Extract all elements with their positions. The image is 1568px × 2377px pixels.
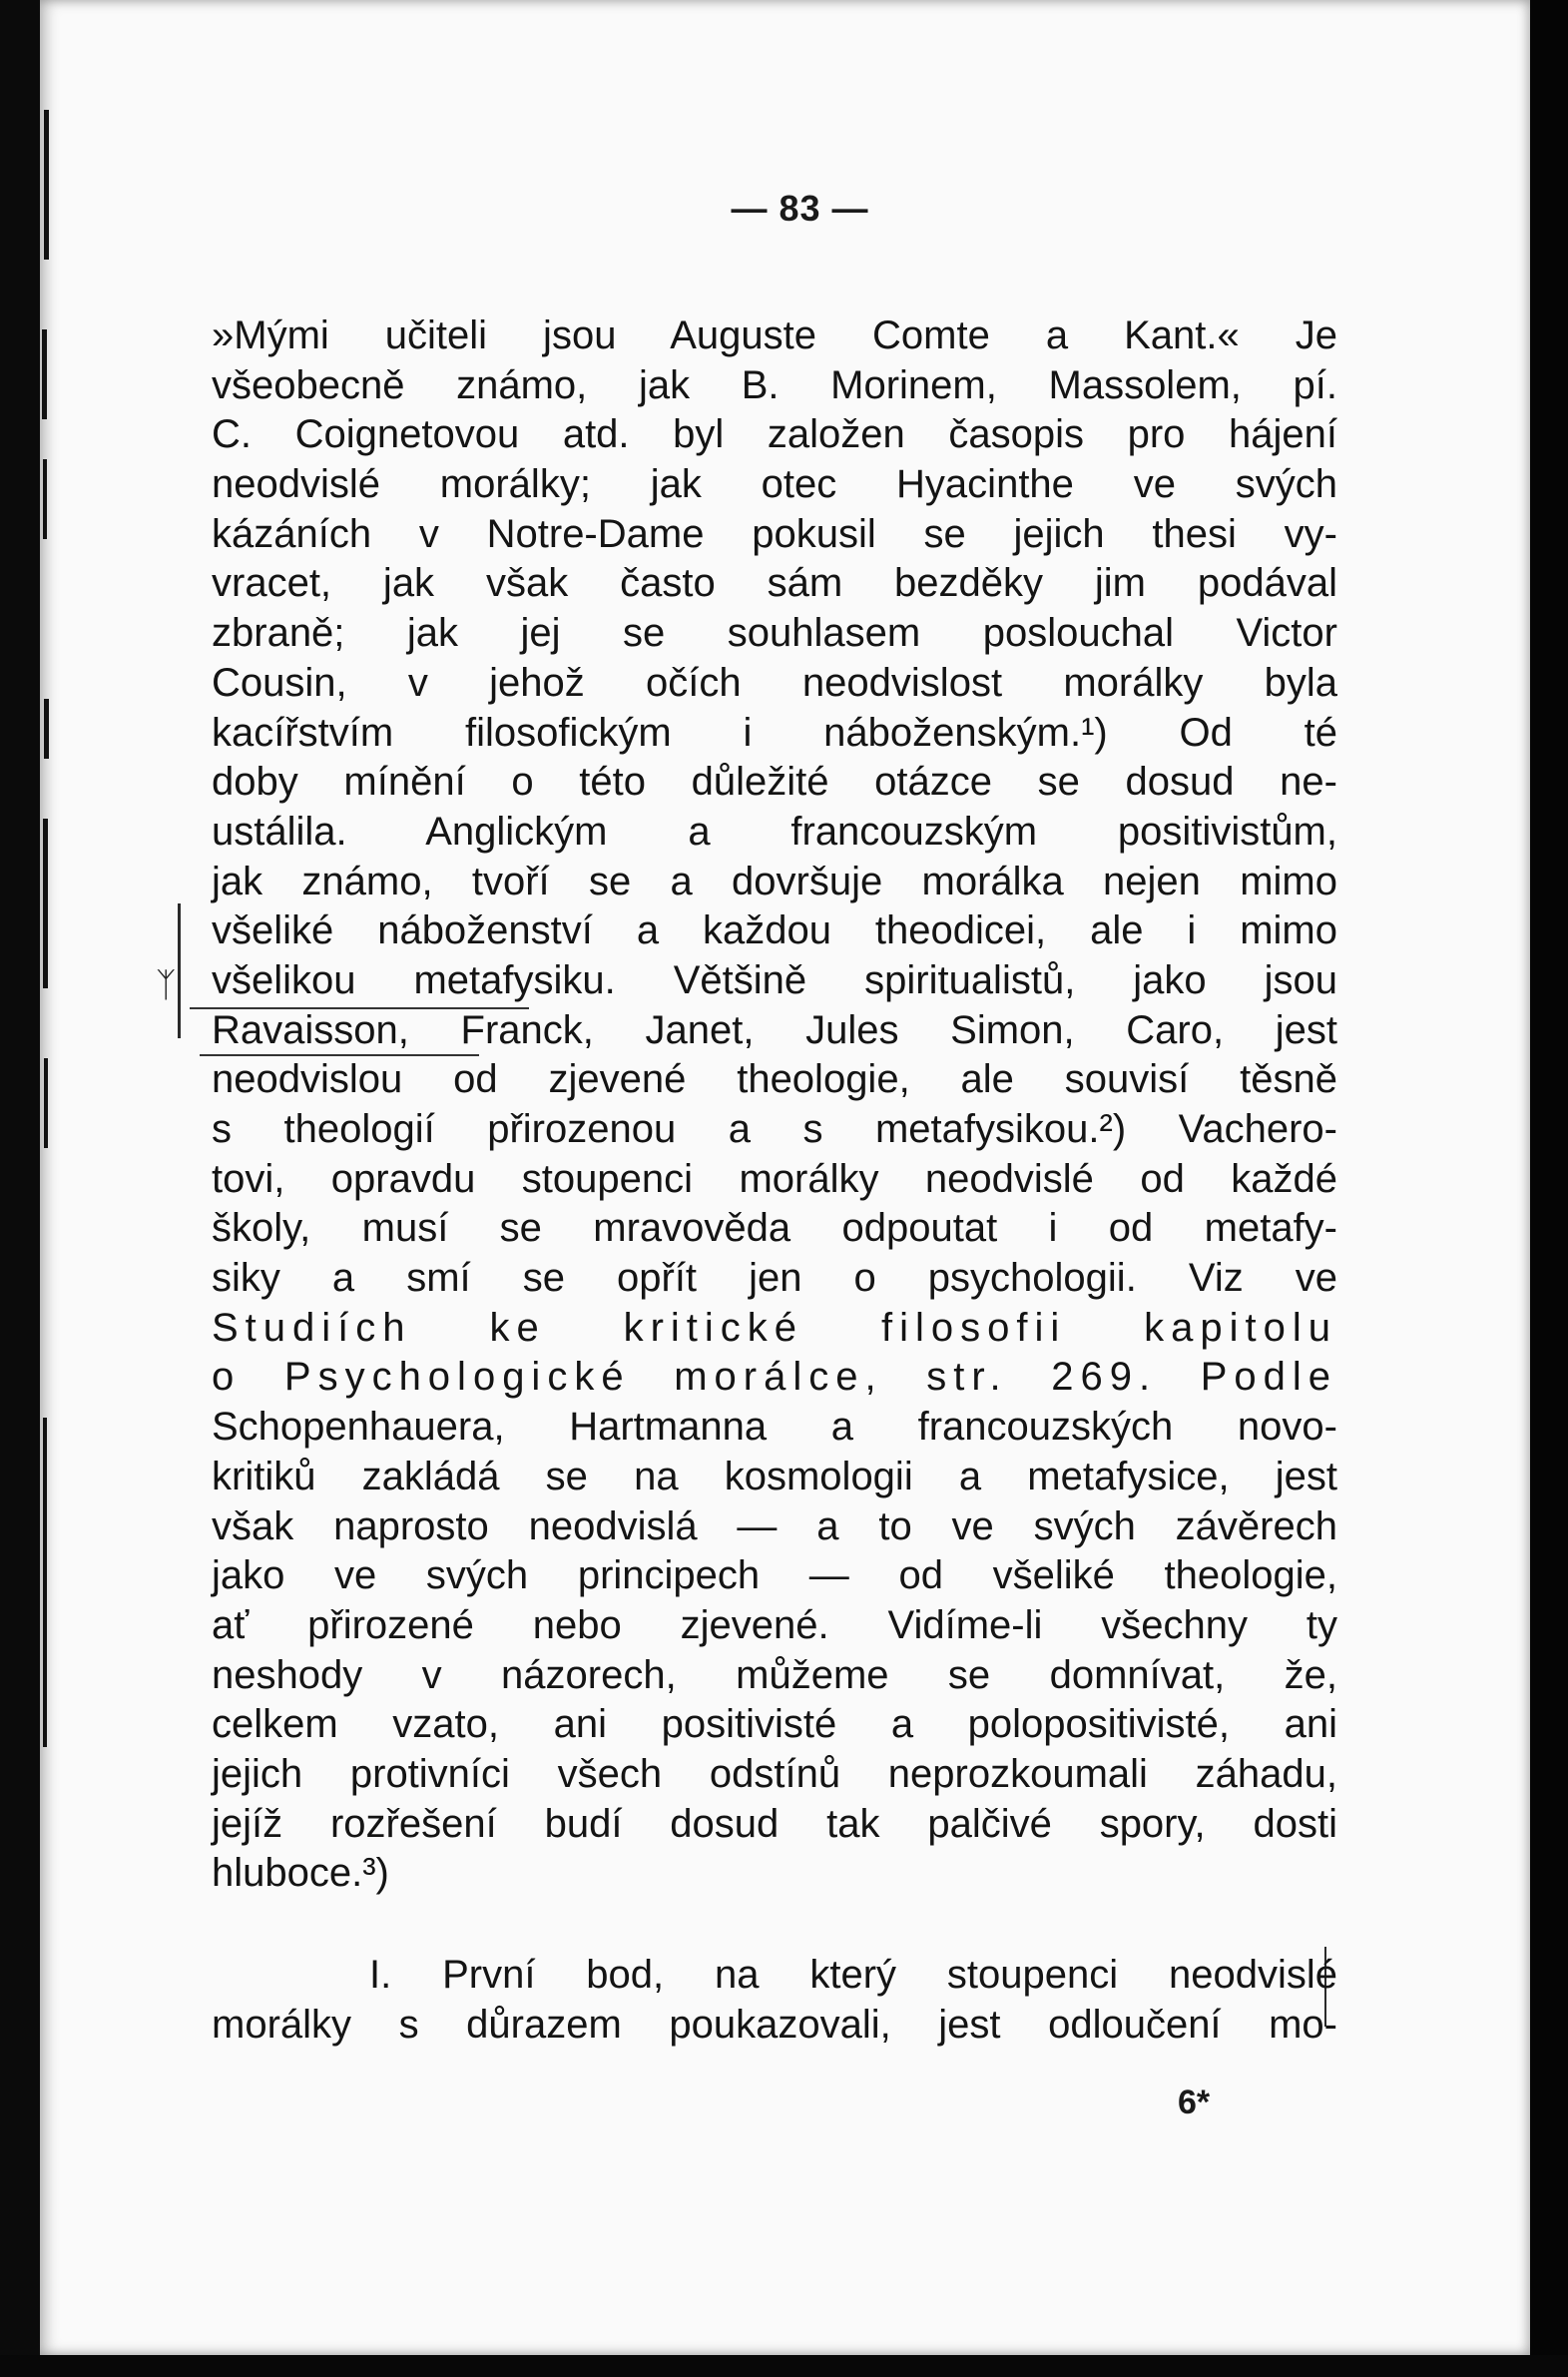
text-line: Schopenhauera, Hartmanna a francouzských novo- xyxy=(212,1405,1337,1450)
binding-mark xyxy=(44,1058,48,1148)
text-line: o Psychologické morálce, str. 269. Podle xyxy=(212,1355,1337,1400)
text-line: hluboce.³) xyxy=(212,1851,389,1896)
signature-mark: 6* xyxy=(1178,2083,1211,2121)
body-text xyxy=(212,311,1337,2050)
text-line: Cousin, v jehož očích neodvislost morálky byla xyxy=(212,660,1337,705)
text-line: zbraně; jak jej se souhlasem poslouchal Victor xyxy=(212,611,1337,656)
pencil-bracket xyxy=(178,903,181,1038)
text-line: vracet, jak však často sám bezděky jim podával xyxy=(212,561,1337,606)
binding-mark xyxy=(43,459,47,539)
binding-mark xyxy=(44,110,49,260)
text-line: I. První bod, na který stoupenci neodvislé xyxy=(369,1953,1337,1997)
scan-border-right xyxy=(1530,0,1568,2377)
page-number: — 83 — xyxy=(731,188,869,229)
paragraph-gap xyxy=(212,1899,1337,1951)
book-page xyxy=(40,0,1530,2355)
text-line: doby mínění o této důležité otázce se dosud ne- xyxy=(212,760,1337,805)
binding-mark xyxy=(44,699,49,759)
text-line: všelikou metafysiku. Většině spiritualistů, jako jsou xyxy=(212,957,1337,1002)
text-line: neodvislou od zjevené theologie, ale souvisí těsně xyxy=(212,1057,1337,1102)
text-line: jako ve svých principech — od všeliké theologie, xyxy=(212,1553,1337,1598)
text-line: neshody v názorech, můžeme se domnívat, že, xyxy=(212,1652,1337,1697)
text-line: kázáních v Notre-Dame pokusil se jejich thesi vy- xyxy=(212,511,1337,556)
binding-mark xyxy=(43,819,48,988)
text-line: neodvislé morálky; jak otec Hyacinthe ve svých xyxy=(212,462,1337,507)
text-line: ustálila. Anglickým a francouzským positivistům, xyxy=(212,809,1337,854)
binding-mark xyxy=(42,329,47,419)
text-line: kritiků zakládá se na kosmologii a metafysice, jest xyxy=(212,1454,1337,1498)
text-line: jejíž rozřešení budí dosud tak palčivé spory, dosti xyxy=(212,1801,1337,1846)
text-line: jak známo, tvoří se a dovršuje morálka nejen mimo xyxy=(212,859,1337,903)
text-line: ať přirozené nebo zjevené. Vidíme-li všechny ty xyxy=(212,1602,1337,1647)
text-line: Ravaisson, Franck, Janet, Jules Simon, Caro, jest xyxy=(212,1007,1337,1052)
text-line: kacířstvím filosofickým i náboženským.¹) Od té xyxy=(212,710,1337,755)
text-line: C. Coignetovou atd. byl založen časopis pro hájení xyxy=(212,412,1337,457)
text-line: Studiích ke kritické filosofii kapitolu xyxy=(212,1305,1337,1350)
binding-mark xyxy=(43,1418,47,1747)
scan-border-bottom xyxy=(0,2355,1568,2377)
text-line: tovi, opravdu stoupenci morálky neodvislé od každé xyxy=(212,1156,1337,1201)
text-line: siky a smí se opřít jen o psychologii. Viz ve xyxy=(212,1256,1337,1301)
text-line: celkem vzato, ani positivisté a polopositivisté, ani xyxy=(212,1702,1337,1747)
pencil-mark: ᛉ xyxy=(156,966,177,1004)
paragraph xyxy=(212,1951,1337,2050)
text-line: školy, musí se mravověda odpoutat i od metafy- xyxy=(212,1206,1337,1251)
text-line: jejich protivníci všech odstínů neprozkoumali záhadu, xyxy=(212,1751,1337,1796)
text-line: však naprosto neodvislá — a to ve svých závěrech xyxy=(212,1503,1337,1548)
paragraph xyxy=(212,311,1337,1899)
text-line: morálky s důrazem poukazovali, jest odloučení mo- xyxy=(212,2002,1337,2047)
text-line: »Mými učiteli jsou Auguste Comte a Kant.« Je xyxy=(212,313,1337,357)
text-line: s theologií přirozenou a s metafysikou.²) Vachero- xyxy=(212,1107,1337,1151)
text-line: všeliké náboženství a každou theodicei, ale i mimo xyxy=(212,908,1337,953)
scan-border-left xyxy=(0,0,40,2377)
text-line: všeobecně známo, jak B. Morinem, Massolem, pí. xyxy=(212,362,1337,407)
